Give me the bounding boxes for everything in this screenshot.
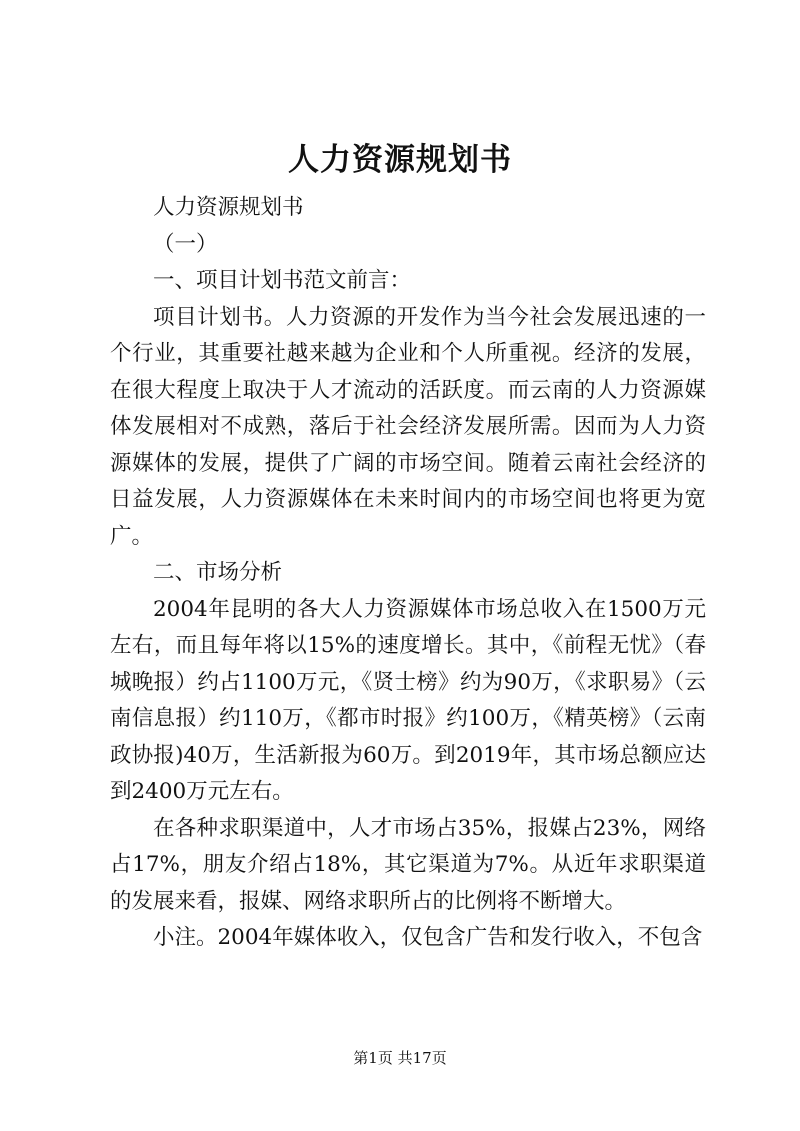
paragraph-heading-preface: 一、项目计划书范文前言：	[153, 268, 412, 293]
paragraph-heading-market: 二、市场分析	[153, 560, 283, 585]
paragraph-section-marker: （一）	[153, 231, 218, 257]
paragraph-job-channels: 在各种求职渠道中，人才市场占35%，报媒占23%，网络占17%，朋友介绍占18%，其它渠道为7%。从近年求职渠道的发展来看，报媒、网络求职所占的比例将不断增大。	[110, 815, 706, 914]
page-footer: 第1页 共17页	[353, 1049, 447, 1067]
document-body	[110, 190, 706, 957]
paragraph-note: 小注。2004年媒体收入，仅包含广告和发行收入，不包含	[153, 925, 703, 950]
document-title: 人力资源规划书	[288, 142, 512, 178]
paragraph-preface-text: 项目计划书。人力资源的开发作为当今社会发展迅速的一个行业，其重要社越来越为企业和个人所重视。经济的发展，在很大程度上取决于人才流动的活跃度。而云南的人力资源媒体发展相对不成熟，落后于社会经济发展所需。因而为人力资源媒体的发展，提供了广阔的市场空间。随着云南社会经济的日益发展，人力资源媒体在未来时间内的市场空间也将更为宽广。	[110, 304, 706, 549]
paragraph-market-revenue: 2004年昆明的各大人力资源媒体市场总收入在1500万元左右，而且每年将以15%的速度增长。其中，《前程无忧》（春城晚报）约占1100万元，《贤士榜》约为90万，《求职易》（云南信息报）约110万，《都市时报》约100万，《精英榜》（云南政协报)40万，生活新报为60万。到2019年，其市场总额应达到2400万元左右。	[110, 596, 706, 804]
paragraph-subtitle: 人力资源规划书	[153, 195, 304, 220]
